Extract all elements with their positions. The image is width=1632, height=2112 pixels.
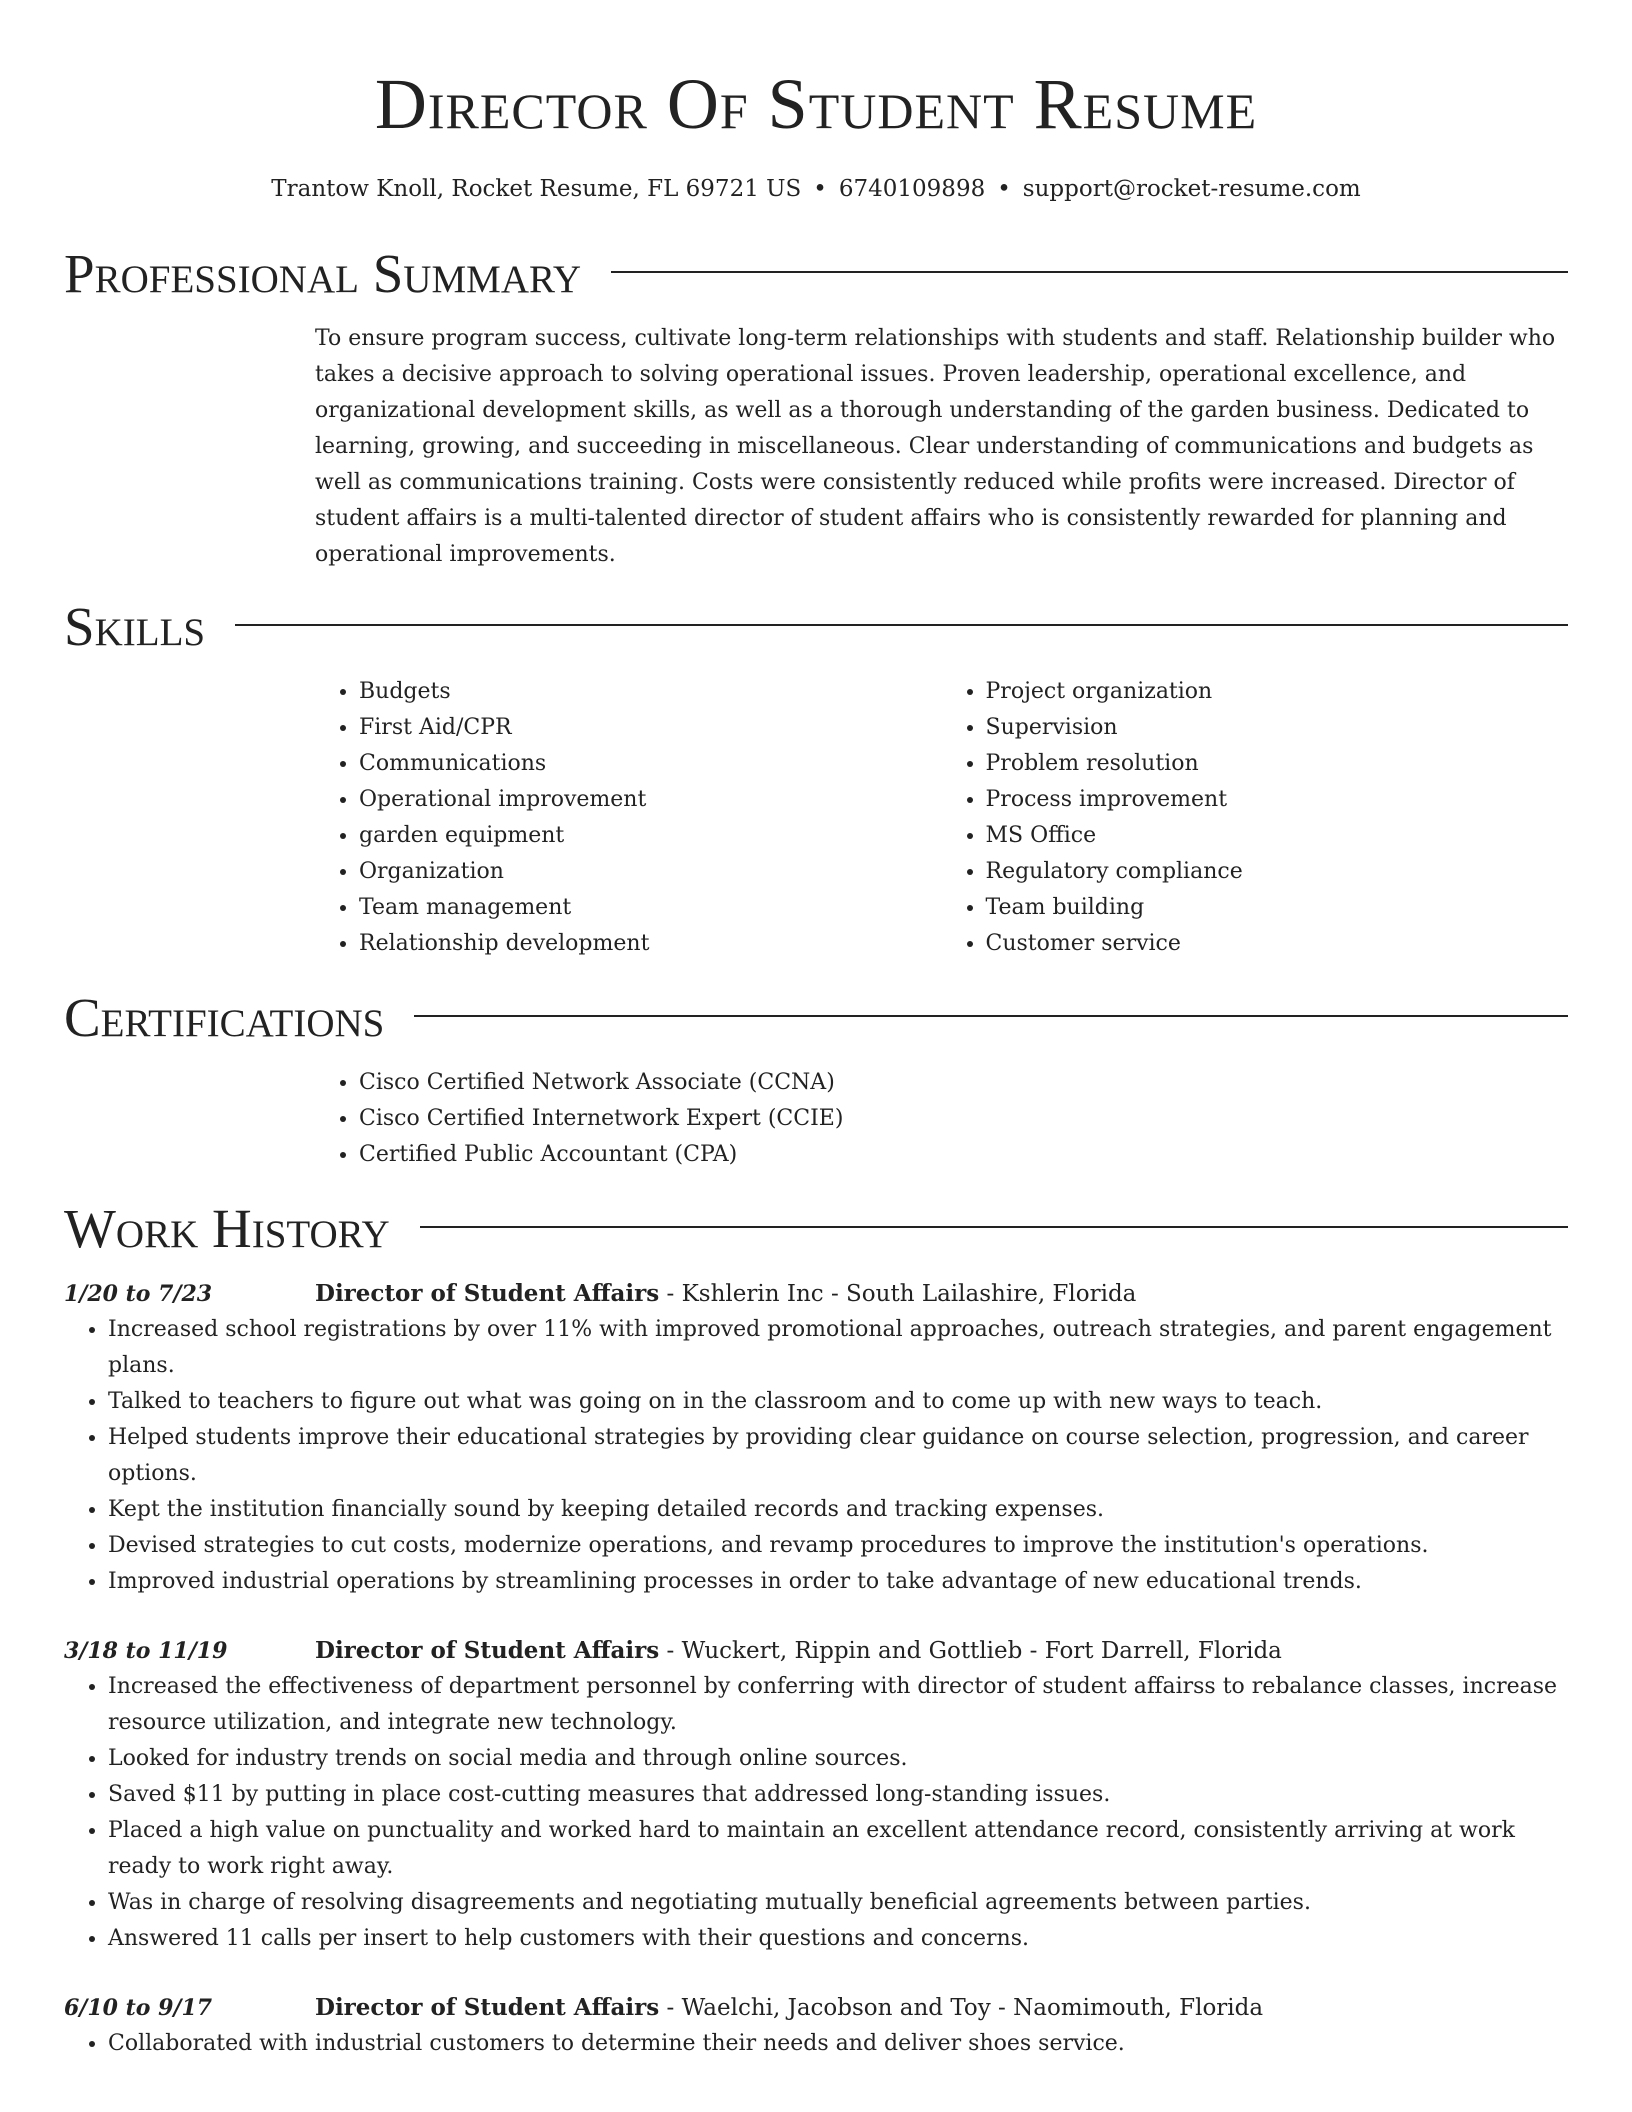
skills-section-title: Skills xyxy=(64,596,206,657)
skills-section-header xyxy=(64,596,1568,657)
skill-item: • MS Office xyxy=(986,818,1569,854)
contact-separator: • xyxy=(813,176,827,202)
job-dates: 3/18 to 11/19 xyxy=(64,1638,228,1664)
job-role: Director of Student Affairs xyxy=(315,1994,660,2021)
certifications-list xyxy=(315,1065,1568,1173)
job-bullet: • Increased the effectiveness of department personnel by conferring with director of student affairss to rebalance classes, increase resource utilization, and integrate new technology. xyxy=(108,1669,1568,1741)
job-entry xyxy=(64,1990,1568,2062)
job-bullet: • Increased school registrations by over 11% with improved promotional approaches, outreach strategies, and parent engagement plans. xyxy=(108,1312,1568,1384)
job-bullet: • Kept the institution financially sound by keeping detailed records and tracking expenses. xyxy=(108,1492,1568,1528)
job-bullet: • Talked to teachers to figure out what was going on in the classroom and to come up with new ways to teach. xyxy=(108,1384,1568,1420)
skill-item: • First Aid/CPR xyxy=(359,710,942,746)
job-entry xyxy=(64,1633,1568,1957)
resume-name: Director Of Student Resume xyxy=(374,64,1258,144)
job-bullet: • Looked for industry trends on social media and through online sources. xyxy=(108,1741,1568,1777)
job-title-line xyxy=(315,1276,1136,1312)
skill-item: • Organization xyxy=(359,854,942,890)
job-bullet: • Was in charge of resolving disagreements and negotiating mutually beneficial agreements between parties. xyxy=(108,1885,1568,1921)
section-divider xyxy=(420,1226,1568,1228)
work-section-title: Work History xyxy=(64,1198,390,1259)
job-title-line xyxy=(315,1633,1282,1669)
job-bullet: • Helped students improve their educational strategies by providing clear guidance on course selection, progression, and career options. xyxy=(108,1420,1568,1492)
skill-item: • Communications xyxy=(359,746,942,782)
job-bullet: • Placed a high value on punctuality and worked hard to maintain an excellent attendance record, consistently arriving at work ready to work right away. xyxy=(108,1813,1568,1885)
job-bullets xyxy=(64,2026,1568,2062)
job-bullet: • Devised strategies to cut costs, modernize operations, and revamp procedures to improve the institution's operations. xyxy=(108,1528,1568,1564)
certifications-block xyxy=(315,1065,1568,1173)
certification-item: • Cisco Certified Internetwork Expert (CCIE) xyxy=(359,1101,1568,1137)
certifications-section-title: Certifications xyxy=(64,987,385,1048)
skill-item: • Problem resolution xyxy=(986,746,1569,782)
job-bullet: • Improved industrial operations by streamlining processes in order to take advantage of new educational trends. xyxy=(108,1564,1568,1600)
skill-item: • Team management xyxy=(359,890,942,926)
job-organization: - Waelchi, Jacobson and Toy - Naomimouth, Florida xyxy=(659,1995,1264,2021)
summary-section-header xyxy=(64,243,1568,304)
skills-list-right xyxy=(942,674,1569,962)
summary-section-title: Professional Summary xyxy=(64,243,582,304)
job-bullets xyxy=(64,1669,1568,1957)
job-header xyxy=(64,1276,1568,1312)
job-title-line xyxy=(315,1990,1263,2026)
job-dates: 6/10 to 9/17 xyxy=(64,1995,213,2021)
job-bullet: • Collaborated with industrial customers to determine their needs and deliver shoes service. xyxy=(108,2026,1568,2062)
job-header xyxy=(64,1990,1568,2026)
skill-item: • Operational improvement xyxy=(359,782,942,818)
contact-phone: 6740109898 xyxy=(838,176,986,202)
certification-item: • Certified Public Accountant (CPA) xyxy=(359,1137,1568,1173)
skill-item: • Process improvement xyxy=(986,782,1569,818)
certifications-section-header xyxy=(64,987,1568,1048)
skills-grid xyxy=(315,674,1568,962)
contact-separator: • xyxy=(997,176,1011,202)
job-entry xyxy=(64,1276,1568,1600)
skill-item: • Project organization xyxy=(986,674,1569,710)
job-role: Director of Student Affairs xyxy=(315,1637,660,1664)
certification-item: • Cisco Certified Network Associate (CCNA) xyxy=(359,1065,1568,1101)
skill-item: • Relationship development xyxy=(359,926,942,962)
job-header xyxy=(64,1633,1568,1669)
job-role: Director of Student Affairs xyxy=(315,1280,660,1307)
job-organization: - Wuckert, Rippin and Gottlieb - Fort Darrell, Florida xyxy=(659,1638,1282,1664)
job-dates: 1/20 to 7/23 xyxy=(64,1281,213,1307)
contact-line xyxy=(64,176,1568,202)
skill-item: • Budgets xyxy=(359,674,942,710)
section-divider xyxy=(611,271,1568,273)
skill-item: • Supervision xyxy=(986,710,1569,746)
job-bullet: • Answered 11 calls per insert to help customers with their questions and concerns. xyxy=(108,1921,1568,1957)
skill-item: • garden equipment xyxy=(359,818,942,854)
work-section-header xyxy=(64,1198,1568,1259)
skill-item: • Regulatory compliance xyxy=(986,854,1569,890)
section-divider xyxy=(414,1015,1568,1017)
section-divider xyxy=(235,624,1568,626)
contact-email: support@rocket-resume.com xyxy=(1022,176,1361,202)
summary-text: To ensure program success, cultivate long-term relationships with students and staff. Relationship builder who takes a decisive approach to solving operational issues. Proven leadership, operational excellence, and organizational development skills, as well as a thorough understanding of the garden business. Dedicated to learning, growing, and succeeding in miscellaneous. Clear understanding of communications and budgets as well as communications training. Costs were consistently reduced while profits were increased. Director of student affairs is a multi-talented director of student affairs who is consistently rewarded for planning and operational improvements. xyxy=(315,326,1556,567)
contact-address: Trantow Knoll, Rocket Resume, FL 69721 US xyxy=(271,176,802,202)
job-organization: - Kshlerin Inc - South Lailashire, Florida xyxy=(659,1281,1137,1307)
job-bullets xyxy=(64,1312,1568,1600)
skill-item: • Team building xyxy=(986,890,1569,926)
skills-list-left xyxy=(315,674,942,962)
skill-item: • Customer service xyxy=(986,926,1569,962)
job-bullet: • Saved $11 by putting in place cost-cutting measures that addressed long-standing issues. xyxy=(108,1777,1568,1813)
